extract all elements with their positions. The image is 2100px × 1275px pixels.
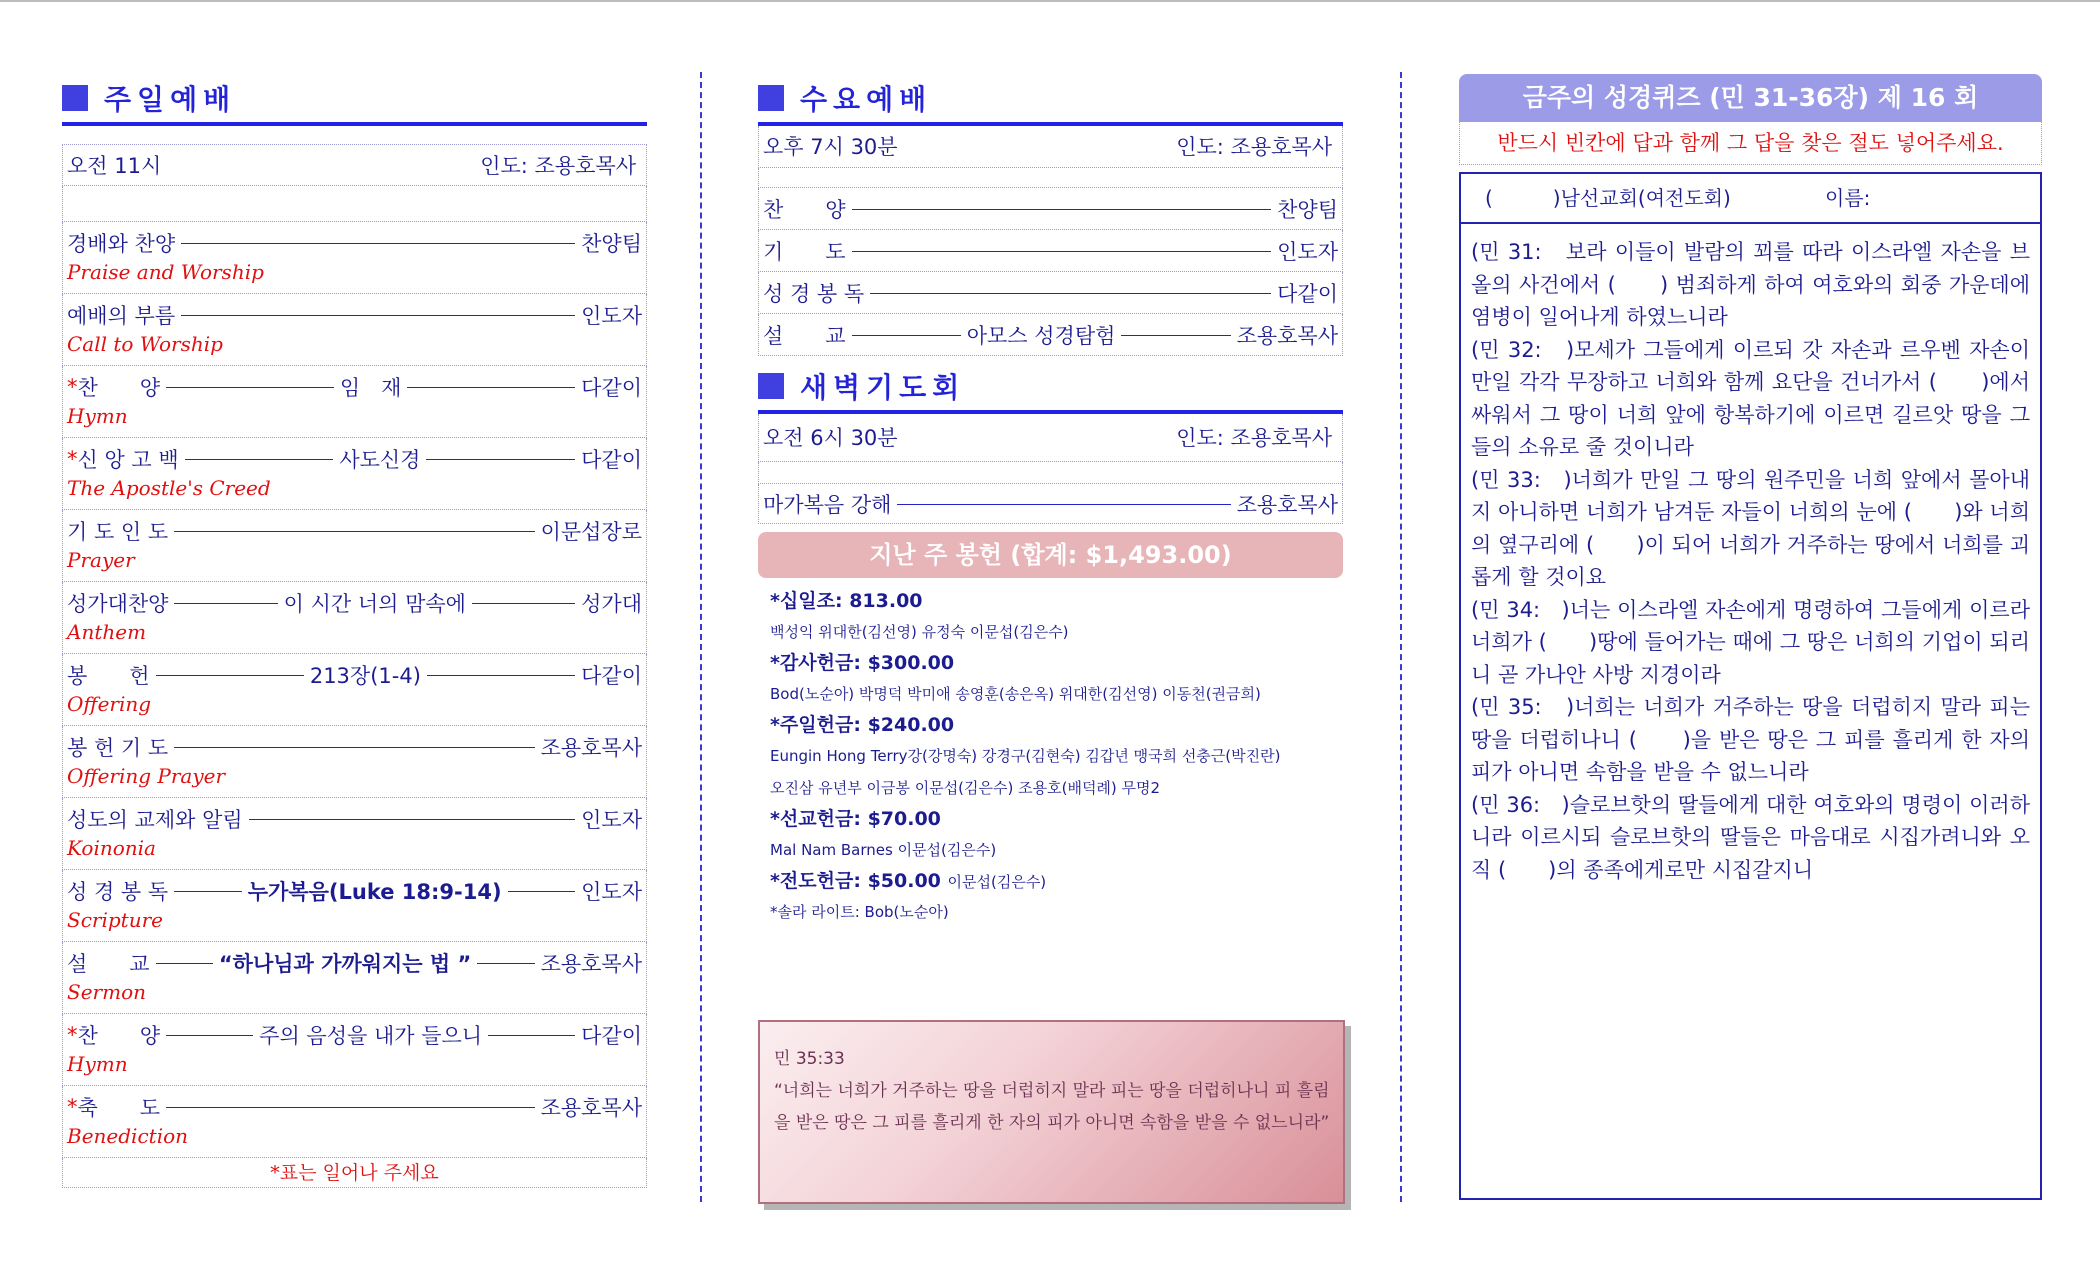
mission-names: Mal Nam Barnes 이문섭(김은수) [770,841,997,859]
stand-marker: * [67,1095,78,1119]
order-leader: 조용호목사 [1236,324,1339,348]
quiz-question: (민 31: 보라 이들이 발람의 꾀를 따라 이스라엘 자손을 브올의 사건에서 ( ) 범죄하게 하여 여호와의 회중 가운데에 염병이 일어나게 하였느니라 [1471,240,2030,329]
english-caption: Call to Worship [67,332,223,356]
sunday-title: 주일예배 [104,83,237,116]
wednesday-spacer-row [758,168,1343,188]
sunday-title-bar [62,80,647,126]
dawn-time-row [758,414,1343,462]
sunday-order-item [62,366,647,438]
dawn-item-row [758,484,1343,524]
sunday-leader: 인도: 조용호목사 [480,154,636,178]
sunday-order-item [62,1014,647,1086]
order-leader: 다같이 [581,664,642,688]
leader-dash-line [166,1035,253,1036]
stand-marker: * [67,447,78,471]
sunday-section [62,80,647,1188]
dawn-leader: 인도: 조용호목사 [1176,426,1332,450]
sunday-order-item [62,582,647,654]
order-label: 봉 헌 [67,664,150,688]
order-leader: 조용호목사 [540,736,642,760]
order-leader: 다같이 [581,376,643,400]
order-line [67,658,642,692]
sunday-time-row [62,144,647,186]
leader-dash-line [472,603,575,604]
middle-column [758,80,1343,928]
thanks-names: Bod(노순아) 박명덕 박미애 송영훈(송은옥) 위대한(김선영) 이동천(권금희) [770,685,1261,703]
english-caption: Scripture [67,908,163,932]
sunday-order-item [62,726,647,798]
order-detail: 임 재 [339,376,402,400]
dawn-time: 오전 6시 30분 [763,426,898,450]
leader-dash-line [852,335,961,336]
leader-dash-line [174,747,534,748]
sunday-order-list [62,222,647,1158]
wednesday-order-item [758,272,1343,314]
order-line [67,442,642,476]
leader-dash-line [407,387,575,388]
sunday-order-item [62,294,647,366]
quiz-title: 금주의 성경퀴즈 (민 31-36장) 제 16 회 [1459,74,2042,122]
leader-dash-line [174,891,242,892]
order-line [67,946,642,980]
wednesday-order-list [758,188,1343,356]
order-line [67,226,642,260]
quiz-question: (민 35: )너희는 너희가 거주하는 땅을 더럽히지 말라 피는 땅을 더럽히나니 ( )을 받은 땅은 그 피를 흘리게 한 자의 피가 아니면 속함을 받을 수 없느니라 [1471,695,2030,784]
quiz-note: 반드시 빈칸에 답과 함께 그 답을 찾은 절도 넣어주세요. [1459,122,2042,165]
square-bullet-icon [758,373,784,399]
order-leader: 인도자 [581,808,642,832]
quiz-answer-box [1459,172,2042,1200]
order-line [763,192,1338,226]
stand-marker: * [67,1023,78,1047]
order-label: 기 도 인 도 [67,520,169,544]
english-caption: Offering [67,692,152,716]
sunday-order-item [62,942,647,1014]
english-caption: Koinonia [67,836,156,860]
english-caption: Offering Prayer [67,764,226,788]
quiz-question: (민 34: )너는 이스라엘 자손에게 명령하여 그들에게 이르라 너희가 ( )땅에 들어가는 때에 그 땅은 너희의 기업이 되리니 곧 가나안 사방 지경이라 [1471,597,2030,687]
wednesday-order-item [758,188,1343,230]
english-caption: Prayer [67,548,135,572]
order-leader: 조용호목사 [540,1096,642,1120]
sunday-order-item [62,510,647,582]
church-group-field[interactable]: ( )남선교회(여전도회) [1485,186,1731,210]
sunday-footnote-row [62,1158,647,1188]
quiz-question: (민 33: )너희가 만일 그 땅의 원주민을 너희 앞에서 몰아내지 아니하면 너희가 남겨둔 자들이 너희의 눈에 ( )와 너희의 옆구리에 ( )이 되어 너희가 거주하는 땅에서 너희를 괴롭게 할 것이요 [1471,467,2030,589]
leader-dash-line [185,459,334,460]
wednesday-title: 수요예배 [800,83,933,116]
sunday-order-item [62,798,647,870]
evangel-row [770,866,1343,896]
wednesday-title-bar [758,80,1343,126]
order-label: 축 도 [77,1096,161,1120]
english-caption: Anthem [67,620,147,644]
mission-label: *선교헌금: $70.00 [770,808,941,830]
sunday-offering-names-2: 오진삼 유년부 이금봉 이문섭(김은수) 조용호(배덕례) 무명2 [770,779,1161,797]
leader-dash-line [166,1107,534,1108]
sunday-offering-label: *주일헌금: $240.00 [770,714,955,736]
order-leader: 인도자 [1277,240,1338,264]
leader-dash-line [426,459,575,460]
verse-box [758,1020,1345,1204]
order-line [763,234,1338,268]
order-line [67,802,642,836]
leader-dash-line [156,675,304,676]
order-label: 설 교 [67,952,150,976]
quiz-question: (민 32: )모세가 그들에게 이르되 갓 자손과 르우벤 자손이 만일 각각 무장하고 너희와 함께 요단을 건너가서 ( )에서 싸워서 그 땅이 너희 앞에 항복하기에 이르면 길르앗 땅을 그들의 소유로 줄 것이니라 [1471,337,2030,459]
order-detail: 주의 음성을 내가 들으니 [259,1024,483,1048]
english-caption: Hymn [67,1052,128,1076]
order-detail: “하나님과 가까워지는 법 ” [218,952,472,976]
standing-footnote: *표는 일어나 주세요 [270,1162,439,1184]
order-label: 성 경 봉 독 [763,282,865,306]
english-caption: Praise and Worship [67,260,264,284]
square-bullet-icon [62,85,88,111]
order-leader: 찬양팀 [1277,198,1338,222]
solar-light-line: *솔라 라이트: Bob(노순아) [770,903,949,921]
top-rule [0,0,2100,2]
order-label: 찬 양 [763,198,846,222]
order-leader: 조용호목사 [540,952,643,976]
wednesday-time: 오후 7시 30분 [763,135,898,159]
dawn-item-end: 조용호목사 [1236,493,1338,517]
order-leader: 다같이 [581,448,642,472]
evangel-label: *전도헌금: $50.00 [770,870,941,892]
quiz-question: (민 36: )슬로브핫의 딸들에게 대한 여호와의 명령이 이러하니라 이르시되 슬로브핫의 딸들은 마음대로 시집가려니와 오직 ( )의 종족에게로만 시집갈지니 [1471,792,2030,882]
order-leader: 인도자 [581,304,642,328]
order-leader: 성가대 [581,592,642,616]
sunday-spacer-row [62,186,647,222]
leader-dash-line [166,387,334,388]
leader-dash-line [852,251,1272,252]
wednesday-order-item [758,314,1343,356]
order-line [67,1090,642,1124]
order-leader: 다같이 [581,1024,643,1048]
leader-dash-line [174,531,534,532]
sunday-order-item [62,222,647,294]
order-detail: 사도신경 [339,448,421,472]
english-caption: Sermon [67,980,146,1004]
order-line [763,276,1338,310]
leader-dash-line [852,209,1272,210]
order-detail: 이 시간 너의 맘속에 [283,592,466,616]
english-caption: Hymn [67,404,128,428]
order-label: 성도의 교제와 알림 [67,808,243,832]
offering-list [758,578,1343,928]
order-label: 찬 양 [77,376,161,400]
leader-dash-line [156,963,213,964]
order-label: 경배와 찬양 [67,232,176,256]
order-label: 설 교 [763,324,846,348]
order-leader: 인도자 [581,880,642,904]
quiz-questions [1461,224,2040,898]
order-leader: 찬양팀 [581,232,642,256]
order-line [67,514,642,548]
column-divider-1 [700,72,702,1202]
verse-text: “너희는 너희가 거주하는 땅을 더럽히지 말라 피는 땅을 더럽히나니 피 흘림을 받은 땅은 그 피를 흘리게 한 자의 피가 아니면 속함을 받을 수 없느니라” [774,1081,1330,1133]
thanks-label: *감사헌금: $300.00 [770,652,955,674]
quiz-section [1459,74,2042,165]
order-label: 예배의 부름 [67,304,176,328]
sunday-order-item [62,870,647,942]
order-line [763,318,1338,352]
name-field[interactable]: 이름: [1825,186,1871,210]
wednesday-order-item [758,230,1343,272]
leader-dash-line [488,1035,575,1036]
dawn-title: 새벽기도회 [800,371,966,404]
leader-dash-line [477,963,534,964]
order-label: 성 경 봉 독 [67,880,169,904]
square-bullet-icon [758,85,784,111]
leader-dash-line [508,891,576,892]
order-label: 기 도 [763,240,846,264]
order-detail: 아모스 성경탐험 [966,324,1116,348]
order-line [67,370,642,404]
sunday-offering-names-1: Eungin Hong Terry강(강명숙) 강경구(김현숙) 김갑년 맹국희 선충근(박진란) [770,747,1281,765]
leader-dash-line [174,603,277,604]
order-line [67,730,642,764]
order-leader: 다같이 [1277,282,1338,306]
evangel-names: 이문섭(김은수) [947,873,1047,891]
leader-dash-line [1121,335,1230,336]
column-divider-2 [1400,72,1402,1202]
leader-dash-line [897,504,1230,505]
tithe-names: 백성익 위대한(김선영) 유정숙 이문섭(김은수) [770,623,1069,641]
sunday-order-item [62,654,647,726]
verse-reference: 민 35:33 [774,1049,845,1069]
sunday-time: 오전 11시 [67,154,162,178]
english-caption: The Apostle's Creed [67,476,271,500]
stand-marker: * [67,375,78,399]
leader-dash-line [181,243,575,244]
order-label: 신 앙 고 백 [77,448,179,472]
order-label: 봉 헌 기 도 [67,736,169,760]
order-line [67,586,642,620]
dawn-item-label: 마가복음 강해 [763,493,892,517]
order-line [67,1018,642,1052]
order-label: 성가대찬양 [67,592,169,616]
dawn-title-bar [758,368,1343,414]
order-leader: 이문섭장로 [540,520,642,544]
order-line [67,874,642,908]
english-caption: Benediction [67,1124,189,1148]
leader-dash-line [249,819,576,820]
order-detail: 누가복음(Luke 18:9-14) [247,880,502,904]
tithe-label: *십일조: 813.00 [770,590,923,612]
wednesday-time-row [758,126,1343,168]
offering-title: 지난 주 봉헌 (합계: $1,493.00) [758,532,1343,578]
wednesday-leader: 인도: 조용호목사 [1176,135,1332,159]
sunday-order-item [62,438,647,510]
order-detail: 213장(1-4) [309,664,421,688]
order-line [67,298,642,332]
leader-dash-line [870,293,1271,294]
dawn-spacer-row [758,462,1343,484]
order-label: 찬 양 [77,1024,161,1048]
leader-dash-line [427,675,575,676]
sunday-order-item [62,1086,647,1158]
quiz-header-row [1461,174,2040,224]
leader-dash-line [181,315,575,316]
